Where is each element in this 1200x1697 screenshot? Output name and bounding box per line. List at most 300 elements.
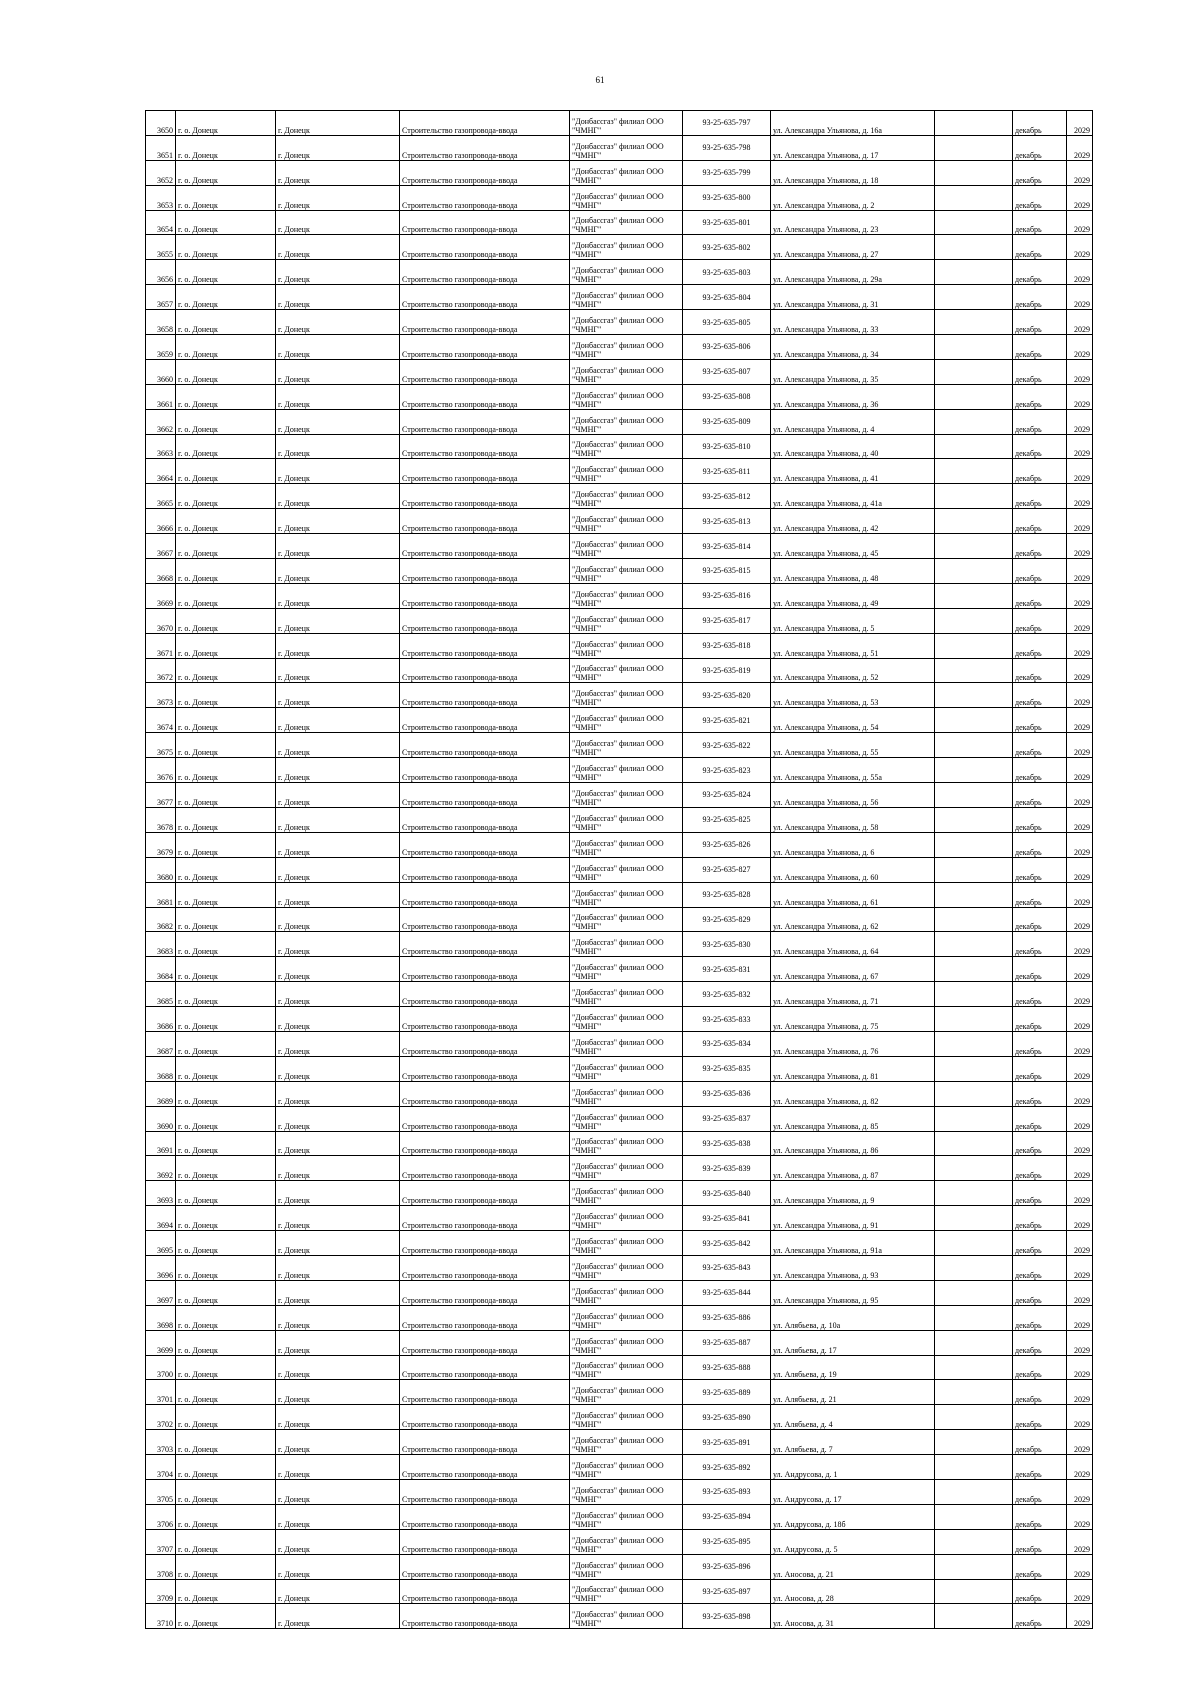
year-cell: 2029: [1067, 783, 1093, 808]
object-code-cell: 93-25-635-800: [683, 185, 771, 210]
organization-line-1: "Донбассгаз" филиал ООО: [572, 1535, 664, 1545]
table-row: [146, 1181, 1093, 1206]
row-number: 3682: [146, 907, 176, 932]
organization-line-1: "Донбассгаз" филиал ООО: [572, 1187, 664, 1197]
organization-line-2: "ЧМНГ": [572, 399, 602, 409]
page-number: 61: [595, 75, 605, 85]
work-type-cell: Строительство газопровода-ввода: [400, 1579, 570, 1604]
table-row: [146, 559, 1093, 584]
organization-line-1: "Донбассгаз" филиал ООО: [572, 1411, 664, 1421]
district-cell: г. о. Донецк: [176, 434, 276, 459]
year-cell: 2029: [1067, 708, 1093, 733]
district-cell: г. о. Донецк: [176, 1355, 276, 1380]
year-cell: 2029: [1067, 1255, 1093, 1280]
month-cell: декабрь: [1013, 434, 1067, 459]
work-type-cell: Строительство газопровода-ввода: [400, 857, 570, 882]
settlement-cell: г. Донецк: [276, 559, 400, 584]
organization-line-1: "Донбассгаз" филиал ООО: [572, 340, 664, 350]
address-cell: ул. Алябьева, д. 7: [771, 1430, 935, 1455]
organization-line-2: "ЧМНГ": [572, 200, 602, 210]
row-number: 3668: [146, 559, 176, 584]
organization-line-1: "Донбассгаз" филиал ООО: [572, 1311, 664, 1321]
organization-cell: [570, 384, 683, 409]
district-cell: г. о. Донецк: [176, 1280, 276, 1305]
settlement-cell: г. Донецк: [276, 310, 400, 335]
empty-cell: [935, 235, 1013, 260]
work-type-cell: Строительство газопровода-ввода: [400, 459, 570, 484]
address-cell: ул. Аносова, д. 28: [771, 1579, 935, 1604]
month-cell: декабрь: [1013, 733, 1067, 758]
district-cell: г. о. Донецк: [176, 1081, 276, 1106]
district-cell: г. о. Донецк: [176, 733, 276, 758]
month-cell: декабрь: [1013, 1156, 1067, 1181]
settlement-cell: г. Донецк: [276, 1106, 400, 1131]
address-cell: ул. Александра Ульянова, д. 81: [771, 1056, 935, 1081]
work-type-cell: Строительство газопровода-ввода: [400, 1031, 570, 1056]
object-code-cell: 93-25-635-797: [683, 111, 771, 136]
work-type-cell: Строительство газопровода-ввода: [400, 1106, 570, 1131]
year-cell: 2029: [1067, 534, 1093, 559]
month-cell: декабрь: [1013, 658, 1067, 683]
organization-line-1: "Донбассгаз" филиал ООО: [572, 316, 664, 326]
organization-cell: [570, 1156, 683, 1181]
month-cell: декабрь: [1013, 932, 1067, 957]
organization-line-2: "ЧМНГ": [572, 275, 602, 285]
year-cell: 2029: [1067, 1430, 1093, 1455]
row-number: 3695: [146, 1231, 176, 1256]
year-cell: 2029: [1067, 509, 1093, 534]
object-code-cell: 93-25-635-838: [683, 1131, 771, 1156]
row-number: 3677: [146, 783, 176, 808]
year-cell: 2029: [1067, 1131, 1093, 1156]
work-type-cell: Строительство газопровода-ввода: [400, 135, 570, 160]
month-cell: декабрь: [1013, 1255, 1067, 1280]
settlement-cell: г. Донецк: [276, 111, 400, 136]
row-number: 3655: [146, 235, 176, 260]
district-cell: г. о. Донецк: [176, 384, 276, 409]
settlement-cell: г. Донецк: [276, 1455, 400, 1480]
organization-line-1: "Донбассгаз" филиал ООО: [572, 739, 664, 749]
row-number: 3669: [146, 583, 176, 608]
row-number: 3656: [146, 260, 176, 285]
settlement-cell: г. Донецк: [276, 185, 400, 210]
organization-line-1: "Донбассгаз" филиал ООО: [572, 1585, 664, 1595]
empty-cell: [935, 932, 1013, 957]
object-code-cell: 93-25-635-816: [683, 583, 771, 608]
organization-line-1: "Донбассгаз" филиал ООО: [572, 390, 664, 400]
year-cell: 2029: [1067, 1579, 1093, 1604]
address-cell: ул. Александра Ульянова, д. 85: [771, 1106, 935, 1131]
organization-line-1: "Донбассгаз" филиал ООО: [572, 1560, 664, 1570]
address-cell: ул. Александра Ульянова, д. 55: [771, 733, 935, 758]
settlement-cell: г. Донецк: [276, 1604, 400, 1629]
month-cell: декабрь: [1013, 235, 1067, 260]
work-type-cell: Строительство газопровода-ввода: [400, 807, 570, 832]
organization-line-2: "ЧМНГ": [572, 1494, 602, 1504]
organization-cell: [570, 1280, 683, 1305]
object-code-cell: 93-25-635-888: [683, 1355, 771, 1380]
work-type-cell: Строительство газопровода-ввода: [400, 1455, 570, 1480]
settlement-cell: г. Донецк: [276, 1355, 400, 1380]
table-row: [146, 1156, 1093, 1181]
row-number: 3660: [146, 359, 176, 384]
object-code-cell: 93-25-635-896: [683, 1554, 771, 1579]
month-cell: декабрь: [1013, 135, 1067, 160]
empty-cell: [935, 1355, 1013, 1380]
organization-line-2: "ЧМНГ": [572, 573, 602, 583]
work-type-cell: Строительство газопровода-ввода: [400, 210, 570, 235]
work-type-cell: Строительство газопровода-ввода: [400, 160, 570, 185]
organization-line-2: "ЧМНГ": [572, 175, 602, 185]
table-row: [146, 583, 1093, 608]
address-cell: ул. Александра Ульянова, д. 5: [771, 608, 935, 633]
month-cell: декабрь: [1013, 608, 1067, 633]
organization-line-1: "Донбассгаз" филиал ООО: [572, 1610, 664, 1620]
work-type-cell: Строительство газопровода-ввода: [400, 1007, 570, 1032]
settlement-cell: г. Донецк: [276, 1206, 400, 1231]
empty-cell: [935, 1007, 1013, 1032]
month-cell: декабрь: [1013, 1106, 1067, 1131]
organization-line-2: "ЧМНГ": [572, 922, 602, 932]
settlement-cell: г. Донецк: [276, 957, 400, 982]
address-cell: ул. Александра Ульянова, д. 71: [771, 982, 935, 1007]
organization-cell: [570, 235, 683, 260]
object-code-cell: 93-25-635-887: [683, 1330, 771, 1355]
empty-cell: [935, 1380, 1013, 1405]
address-cell: ул. Александра Ульянова, д. 91: [771, 1206, 935, 1231]
table-row: [146, 384, 1093, 409]
organization-line-1: "Донбассгаз" филиал ООО: [572, 540, 664, 550]
organization-line-2: "ЧМНГ": [572, 872, 602, 882]
organization-line-1: "Донбассгаз" филиал ООО: [572, 440, 664, 450]
table-row: [146, 160, 1093, 185]
organization-line-2: "ЧМНГ": [572, 1569, 602, 1579]
address-cell: ул. Александра Ульянова, д. 67: [771, 957, 935, 982]
district-cell: г. о. Донецк: [176, 359, 276, 384]
table-row: [146, 1504, 1093, 1529]
work-type-cell: Строительство газопровода-ввода: [400, 1181, 570, 1206]
district-cell: г. о. Донецк: [176, 683, 276, 708]
work-type-cell: Строительство газопровода-ввода: [400, 111, 570, 136]
settlement-cell: г. Донецк: [276, 633, 400, 658]
year-cell: 2029: [1067, 1529, 1093, 1554]
organization-cell: [570, 1330, 683, 1355]
object-code-cell: 93-25-635-818: [683, 633, 771, 658]
organization-cell: [570, 807, 683, 832]
organization-line-2: "ЧМНГ": [572, 1021, 602, 1031]
row-number: 3667: [146, 534, 176, 559]
district-cell: г. о. Донецк: [176, 1305, 276, 1330]
organization-line-2: "ЧМНГ": [572, 847, 602, 857]
object-code-cell: 93-25-635-815: [683, 559, 771, 584]
object-code-cell: 93-25-635-827: [683, 857, 771, 882]
settlement-cell: г. Донецк: [276, 484, 400, 509]
organization-line-1: "Донбассгаз" филиал ООО: [572, 266, 664, 276]
address-cell: ул. Александра Ульянова, д. 35: [771, 359, 935, 384]
organization-line-1: "Донбассгаз" филиал ООО: [572, 838, 664, 848]
table-row: [146, 733, 1093, 758]
object-code-cell: 93-25-635-808: [683, 384, 771, 409]
month-cell: декабрь: [1013, 1007, 1067, 1032]
table-row: [146, 1081, 1093, 1106]
organization-line-1: "Донбассгаз" филиал ООО: [572, 166, 664, 176]
object-code-cell: 93-25-635-886: [683, 1305, 771, 1330]
district-cell: г. о. Донецк: [176, 285, 276, 310]
organization-cell: [570, 633, 683, 658]
work-type-cell: Строительство газопровода-ввода: [400, 359, 570, 384]
empty-cell: [935, 957, 1013, 982]
row-number: 3671: [146, 633, 176, 658]
organization-cell: [570, 434, 683, 459]
organization-line-2: "ЧМНГ": [572, 997, 602, 1007]
organization-cell: [570, 608, 683, 633]
work-type-cell: Строительство газопровода-ввода: [400, 907, 570, 932]
work-type-cell: Строительство газопровода-ввода: [400, 235, 570, 260]
organization-line-2: "ЧМНГ": [572, 424, 602, 434]
month-cell: декабрь: [1013, 384, 1067, 409]
object-code-cell: 93-25-635-824: [683, 783, 771, 808]
table-row: [146, 210, 1093, 235]
organization-cell: [570, 982, 683, 1007]
address-cell: ул. Аносова, д. 21: [771, 1554, 935, 1579]
settlement-cell: г. Донецк: [276, 434, 400, 459]
organization-cell: [570, 459, 683, 484]
organization-line-1: "Донбассгаз" филиал ООО: [572, 241, 664, 251]
table-row: [146, 235, 1093, 260]
table-row: [146, 1430, 1093, 1455]
organization-line-2: "ЧМНГ": [572, 150, 602, 160]
address-cell: ул. Александра Ульянова, д. 55а: [771, 758, 935, 783]
month-cell: декабрь: [1013, 1206, 1067, 1231]
row-number: 3651: [146, 135, 176, 160]
work-type-cell: Строительство газопровода-ввода: [400, 335, 570, 360]
organization-cell: [570, 708, 683, 733]
empty-cell: [935, 1280, 1013, 1305]
organization-line-2: "ЧМНГ": [572, 1345, 602, 1355]
month-cell: декабрь: [1013, 509, 1067, 534]
table-row: [146, 857, 1093, 882]
row-number: 3692: [146, 1156, 176, 1181]
object-code-cell: 93-25-635-807: [683, 359, 771, 384]
work-type-cell: Строительство газопровода-ввода: [400, 509, 570, 534]
organization-line-2: "ЧМНГ": [572, 1594, 602, 1604]
table-row: [146, 1231, 1093, 1256]
settlement-cell: г. Донецк: [276, 807, 400, 832]
table-row: [146, 434, 1093, 459]
settlement-cell: г. Донецк: [276, 1479, 400, 1504]
settlement-cell: г. Донецк: [276, 1081, 400, 1106]
organization-cell: [570, 1305, 683, 1330]
address-cell: ул. Александра Ульянова, д. 27: [771, 235, 935, 260]
organization-cell: [570, 210, 683, 235]
organization-cell: [570, 135, 683, 160]
object-code-cell: 93-25-635-836: [683, 1081, 771, 1106]
row-number: 3670: [146, 608, 176, 633]
organization-line-2: "ЧМНГ": [572, 897, 602, 907]
year-cell: 2029: [1067, 1305, 1093, 1330]
work-type-cell: Строительство газопровода-ввода: [400, 1479, 570, 1504]
month-cell: декабрь: [1013, 1081, 1067, 1106]
empty-cell: [935, 111, 1013, 136]
settlement-cell: г. Донецк: [276, 783, 400, 808]
table-row: [146, 359, 1093, 384]
month-cell: декабрь: [1013, 832, 1067, 857]
organization-line-2: "ЧМНГ": [572, 1420, 602, 1430]
address-cell: ул. Александра Ульянова, д. 53: [771, 683, 935, 708]
empty-cell: [935, 384, 1013, 409]
organization-line-2: "ЧМНГ": [572, 1270, 602, 1280]
month-cell: декабрь: [1013, 459, 1067, 484]
organization-line-1: "Донбассгаз" филиал ООО: [572, 813, 664, 823]
organization-line-2: "ЧМНГ": [572, 1619, 602, 1629]
registry-body: [146, 111, 1093, 1629]
empty-cell: [935, 310, 1013, 335]
organization-line-2: "ЧМНГ": [572, 1171, 602, 1181]
empty-cell: [935, 882, 1013, 907]
organization-line-2: "ЧМНГ": [572, 648, 602, 658]
object-code-cell: 93-25-635-890: [683, 1405, 771, 1430]
organization-line-1: "Донбассгаз" филиал ООО: [572, 863, 664, 873]
empty-cell: [935, 583, 1013, 608]
row-number: 3709: [146, 1579, 176, 1604]
month-cell: декабрь: [1013, 359, 1067, 384]
district-cell: г. о. Донецк: [176, 658, 276, 683]
settlement-cell: г. Донецк: [276, 1031, 400, 1056]
address-cell: ул. Александра Ульянова, д. 75: [771, 1007, 935, 1032]
work-type-cell: Строительство газопровода-ввода: [400, 434, 570, 459]
district-cell: г. о. Донецк: [176, 111, 276, 136]
district-cell: г. о. Донецк: [176, 559, 276, 584]
district-cell: г. о. Донецк: [176, 807, 276, 832]
address-cell: ул. Александра Ульянова, д. 45: [771, 534, 935, 559]
settlement-cell: г. Донецк: [276, 733, 400, 758]
work-type-cell: Строительство газопровода-ввода: [400, 1280, 570, 1305]
empty-cell: [935, 683, 1013, 708]
organization-line-1: "Донбассгаз" филиал ООО: [572, 714, 664, 724]
month-cell: декабрь: [1013, 633, 1067, 658]
organization-cell: [570, 783, 683, 808]
object-code-cell: 93-25-635-833: [683, 1007, 771, 1032]
month-cell: декабрь: [1013, 1479, 1067, 1504]
organization-line-1: "Донбассгаз" филиал ООО: [572, 1460, 664, 1470]
district-cell: г. о. Донецк: [176, 1479, 276, 1504]
row-number: 3690: [146, 1106, 176, 1131]
organization-cell: [570, 1131, 683, 1156]
address-cell: ул. Александра Ульянова, д. 76: [771, 1031, 935, 1056]
year-cell: 2029: [1067, 260, 1093, 285]
settlement-cell: г. Донецк: [276, 135, 400, 160]
table-row: [146, 882, 1093, 907]
row-number: 3691: [146, 1131, 176, 1156]
district-cell: г. о. Донецк: [176, 608, 276, 633]
address-cell: ул. Александра Ульянова, д. 61: [771, 882, 935, 907]
district-cell: г. о. Донецк: [176, 335, 276, 360]
table-row: [146, 1056, 1093, 1081]
organization-line-1: "Донбассгаз" филиал ООО: [572, 1261, 664, 1271]
object-code-cell: 93-25-635-893: [683, 1479, 771, 1504]
organization-cell: [570, 1479, 683, 1504]
organization-cell: [570, 907, 683, 932]
organization-cell: [570, 1231, 683, 1256]
district-cell: г. о. Донецк: [176, 210, 276, 235]
organization-cell: [570, 359, 683, 384]
address-cell: ул. Александра Ульянова, д. 86: [771, 1131, 935, 1156]
organization-cell: [570, 583, 683, 608]
organization-line-2: "ЧМНГ": [572, 1469, 602, 1479]
address-cell: ул. Александра Ульянова, д. 6: [771, 832, 935, 857]
year-cell: 2029: [1067, 608, 1093, 633]
year-cell: 2029: [1067, 1181, 1093, 1206]
work-type-cell: Строительство газопровода-ввода: [400, 310, 570, 335]
organization-line-1: "Донбассгаз" филиал ООО: [572, 764, 664, 774]
organization-line-2: "ЧМНГ": [572, 300, 602, 310]
year-cell: 2029: [1067, 135, 1093, 160]
district-cell: г. о. Донецк: [176, 1554, 276, 1579]
row-number: 3659: [146, 335, 176, 360]
organization-line-2: "ЧМНГ": [572, 698, 602, 708]
object-code-cell: 93-25-635-828: [683, 882, 771, 907]
organization-line-2: "ЧМНГ": [572, 1445, 602, 1455]
settlement-cell: г. Донецк: [276, 683, 400, 708]
organization-line-2: "ЧМНГ": [572, 1295, 602, 1305]
empty-cell: [935, 135, 1013, 160]
table-row: [146, 758, 1093, 783]
empty-cell: [935, 1231, 1013, 1256]
address-cell: ул. Александра Ульянова, д. 64: [771, 932, 935, 957]
settlement-cell: г. Донецк: [276, 260, 400, 285]
district-cell: г. о. Донецк: [176, 932, 276, 957]
object-code-cell: 93-25-635-801: [683, 210, 771, 235]
empty-cell: [935, 658, 1013, 683]
empty-cell: [935, 1131, 1013, 1156]
year-cell: 2029: [1067, 1056, 1093, 1081]
row-number: 3699: [146, 1330, 176, 1355]
row-number: 3693: [146, 1181, 176, 1206]
object-code-cell: 93-25-635-819: [683, 658, 771, 683]
settlement-cell: г. Донецк: [276, 1405, 400, 1430]
district-cell: г. о. Донецк: [176, 1330, 276, 1355]
district-cell: г. о. Донецк: [176, 1504, 276, 1529]
organization-cell: [570, 1604, 683, 1629]
district-cell: г. о. Донецк: [176, 708, 276, 733]
district-cell: г. о. Донецк: [176, 907, 276, 932]
settlement-cell: г. Донецк: [276, 1330, 400, 1355]
empty-cell: [935, 1579, 1013, 1604]
work-type-cell: Строительство газопровода-ввода: [400, 1504, 570, 1529]
table-row: [146, 135, 1093, 160]
district-cell: г. о. Донецк: [176, 534, 276, 559]
row-number: 3685: [146, 982, 176, 1007]
object-code-cell: 93-25-635-830: [683, 932, 771, 957]
settlement-cell: г. Донецк: [276, 832, 400, 857]
empty-cell: [935, 409, 1013, 434]
organization-line-2: "ЧМНГ": [572, 1196, 602, 1206]
address-cell: ул. Александра Ульянова, д. 56: [771, 783, 935, 808]
district-cell: г. о. Донецк: [176, 260, 276, 285]
address-cell: ул. Алябьева, д. 4: [771, 1405, 935, 1430]
month-cell: декабрь: [1013, 185, 1067, 210]
empty-cell: [935, 758, 1013, 783]
work-type-cell: Строительство газопровода-ввода: [400, 758, 570, 783]
year-cell: 2029: [1067, 1504, 1093, 1529]
object-code-cell: 93-25-635-895: [683, 1529, 771, 1554]
object-code-cell: 93-25-635-799: [683, 160, 771, 185]
settlement-cell: г. Донецк: [276, 1231, 400, 1256]
organization-cell: [570, 1430, 683, 1455]
settlement-cell: г. Донецк: [276, 459, 400, 484]
organization-cell: [570, 932, 683, 957]
month-cell: декабрь: [1013, 1181, 1067, 1206]
